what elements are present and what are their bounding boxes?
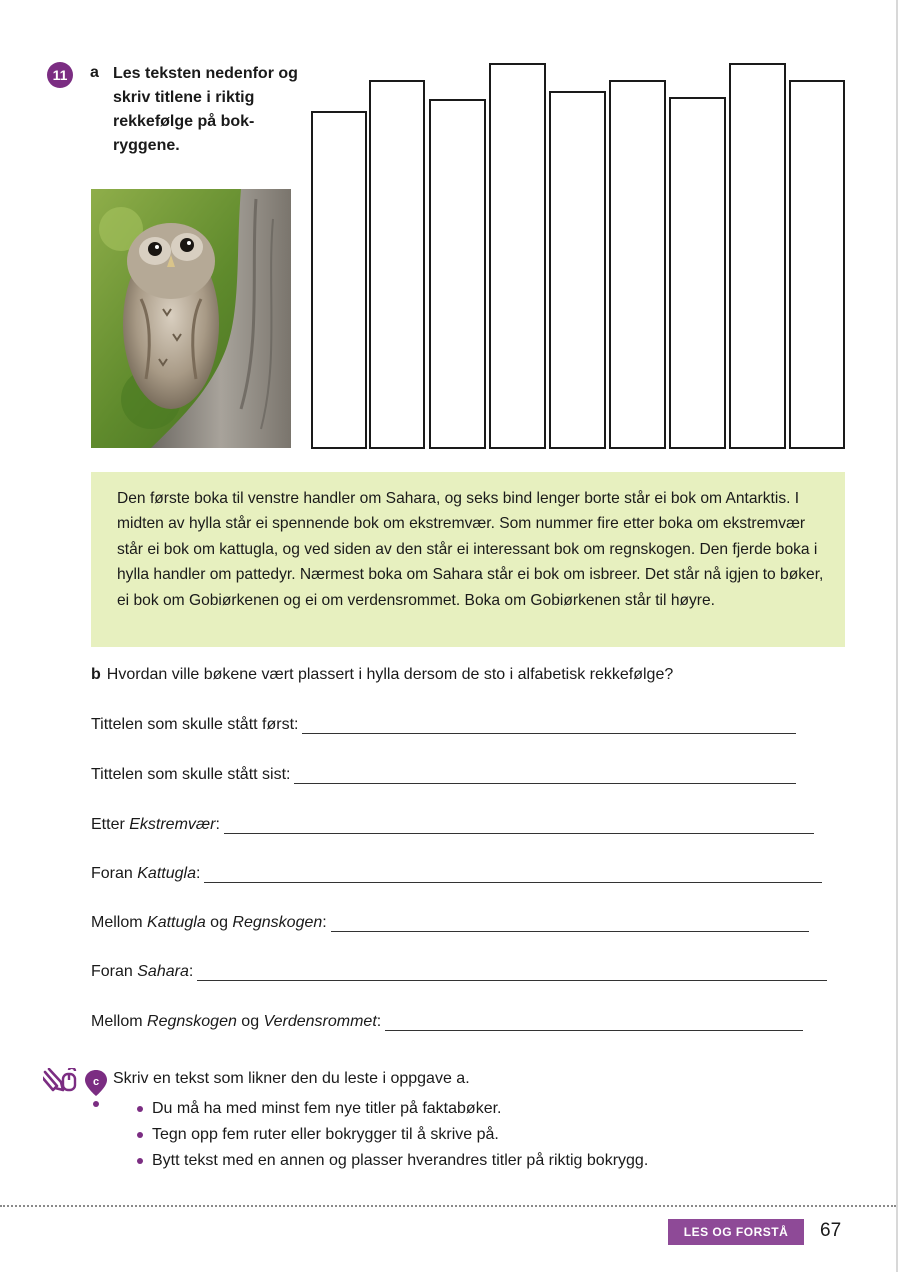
task-c-icons	[43, 1068, 109, 1108]
answer-label: Etter Ekstremvær:	[91, 816, 220, 833]
answer-label: Tittelen som skulle stått sist:	[91, 766, 291, 783]
answer-blank[interactable]	[294, 768, 796, 784]
task-a-instruction: Les teksten nedenfor og skriv titlene i riktig rekkefølge på bok-ryggene.	[113, 65, 298, 154]
answer-blank[interactable]	[331, 916, 809, 932]
book-spine[interactable]	[429, 99, 486, 449]
answer-blank[interactable]	[385, 1015, 803, 1031]
answer-label: Foran Sahara:	[91, 963, 194, 980]
answer-label: Foran Kattugla:	[91, 865, 201, 882]
svg-text:c: c	[92, 1076, 100, 1088]
answer-label: Tittelen som skulle stått først:	[91, 716, 299, 733]
page-number: 67	[820, 1220, 842, 1241]
answer-line-last	[91, 762, 796, 784]
book-spine[interactable]	[489, 63, 546, 449]
answer-line-between-regnskogen-verdensrommet	[91, 1009, 803, 1031]
task-b-question-text: Hvordan ville bøkene vært plassert i hylla dersom de sto i alfabetisk rekkefølge?	[106, 666, 674, 683]
book-spine[interactable]	[369, 80, 425, 449]
answer-line-after-ekstremvaer	[91, 812, 814, 834]
answer-blank[interactable]	[224, 818, 814, 834]
task-b-question	[91, 666, 673, 684]
task-number-badge: 11	[47, 62, 73, 88]
answer-line-before-sahara	[91, 959, 827, 981]
task-a-letter: a	[90, 64, 99, 81]
list-item: Tegn opp fem ruter eller bokrygger til å skrive på.	[135, 1122, 648, 1148]
reading-text-box: Den første boka til venstre handler om Sahara, og seks bind lenger borte står ei bok om Antarktis. I midten av hylla står ei spennende bok om ekstremvær. Som nummer fire etter boka om ekstremvær står ei bok om kattugla, og ved siden av den står ei interessant bok om regnskogen. Den fjerde boka i hylla handler om pattedyr. Nærmest boka om Sahara står ei bok om isbreer. Det står nå igjen to bøker, ei bok om Gobiørkenen og ei om verdensrommet. Boka om Gobiørkenen står til høyre.	[91, 472, 845, 647]
answer-line-between-kattugla-regnskogen	[91, 910, 809, 932]
section-label-badge: LES OG FORSTÅ	[668, 1219, 804, 1245]
book-spine[interactable]	[549, 91, 606, 449]
page-edge-rule	[896, 0, 898, 1272]
answer-label: Mellom Regnskogen og Verdensrommet:	[91, 1013, 382, 1030]
answer-line-before-kattugla	[91, 861, 822, 883]
book-spine[interactable]	[609, 80, 666, 449]
owl-illustration	[91, 189, 291, 448]
answer-blank[interactable]	[302, 718, 796, 734]
pencil-icon	[43, 1069, 63, 1090]
list-item: Du må ha med minst fem nye titler på faktabøker.	[135, 1096, 648, 1122]
book-spine[interactable]	[311, 111, 367, 449]
list-item: Bytt tekst med en annen og plasser hverandres titler på riktig bokrygg.	[135, 1148, 648, 1174]
task-b-letter: b	[91, 666, 101, 683]
footer-divider	[0, 1205, 896, 1207]
answer-label: Mellom Kattugla og Regnskogen:	[91, 914, 327, 931]
book-spine[interactable]	[729, 63, 786, 449]
pin-icon	[85, 1070, 107, 1107]
answer-line-first	[91, 712, 796, 734]
mouse-icon	[63, 1068, 75, 1090]
answer-blank[interactable]	[204, 867, 822, 883]
task-c-bullet-list	[135, 1096, 648, 1174]
owl-photo	[91, 189, 291, 448]
book-spine[interactable]	[789, 80, 845, 449]
task-c-instruction: Skriv en tekst som likner den du leste i oppgave a.	[113, 1070, 470, 1087]
book-spine[interactable]	[669, 97, 726, 449]
answer-blank[interactable]	[197, 965, 827, 981]
